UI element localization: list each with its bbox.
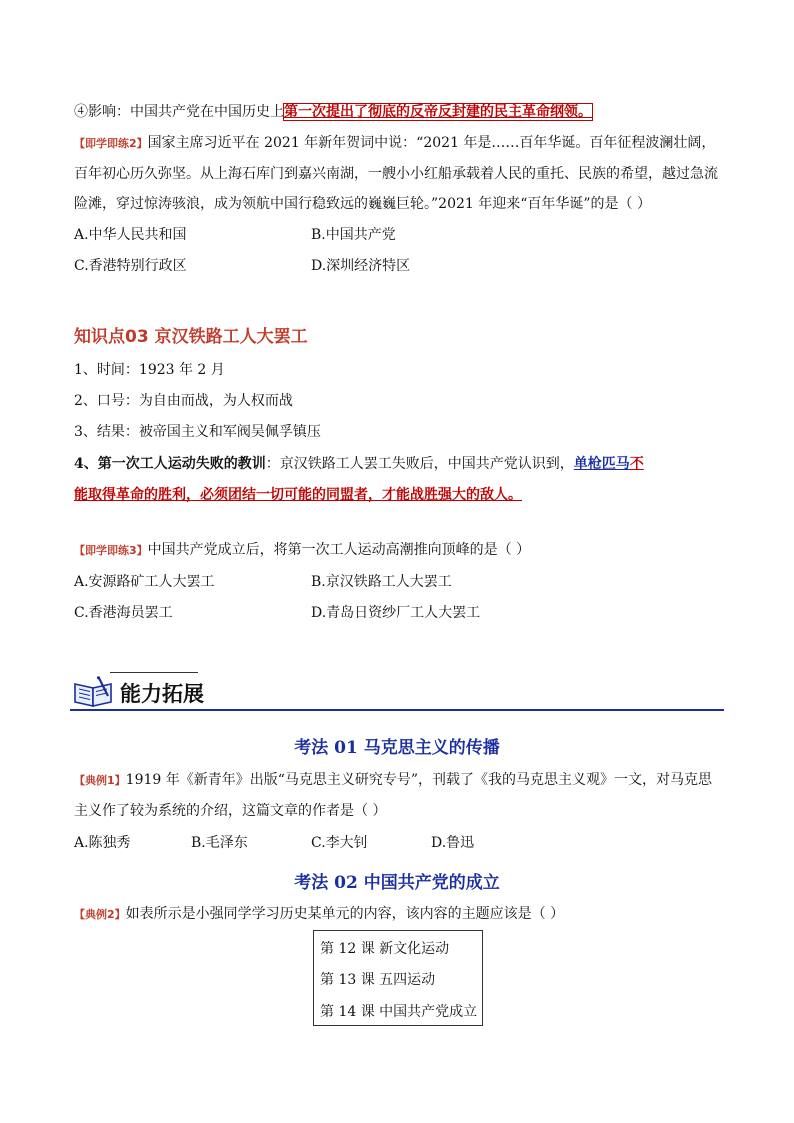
- exercise2-option-a[interactable]: A.中华人民共和国: [74, 227, 187, 243]
- exercise2-text1: 国家主席习近平在 2021 年新年贺词中说：“2021 年是……百年华诞。百年征程波澜壮阔，: [147, 135, 716, 151]
- kaofa02-text: 如表所示是小强同学学习历史某单元的内容，该内容的主题应该是（ ）: [125, 906, 565, 922]
- kaofa01-option-c[interactable]: C.李大钊: [311, 835, 368, 851]
- exercise3-option-a[interactable]: A.安源路矿工人大罢工: [74, 574, 215, 590]
- influence-line: [74, 102, 592, 122]
- exercise2-option-d[interactable]: D.深圳经济特区: [311, 258, 411, 274]
- knowledge03-item4-cont: [74, 485, 522, 505]
- kaofa01-question-line1: [74, 770, 712, 791]
- kaofa01-option-d[interactable]: D.鲁迅: [431, 835, 475, 851]
- section-title: 能力拓展: [120, 682, 204, 706]
- kaofa02-title: 考法 02 中国共产党的成立: [294, 873, 500, 893]
- knowledge03-item4-red2: 能取得革命的胜利，必须团结一切可能的同盟者，才能战胜强大的敌人。: [74, 487, 522, 503]
- exercise3-label: 【即学即练3】: [74, 544, 148, 557]
- exercise3-option-b[interactable]: B.京汉铁路工人大罢工: [311, 574, 452, 590]
- section-top-rule: [110, 672, 198, 673]
- influence-highlight: 第一次提出了彻底的反帝反封建的民主革命纲领。: [284, 104, 592, 120]
- kaofa01-text1: 1919 年《新青年》出版“马克思主义研究专号”，刊载了《我的马克思主义观》一文，对马克思: [125, 772, 713, 788]
- exercise3-option-d[interactable]: D.青岛日资纱厂工人大罢工: [311, 605, 481, 621]
- kaofa01-option-a[interactable]: A.陈独秀: [74, 835, 131, 851]
- kaofa01-label: 【典例1】: [74, 774, 126, 787]
- exercise2-label: 【即学即练2】: [74, 137, 148, 150]
- knowledge03-item4-blue: 单枪匹马: [573, 456, 630, 472]
- knowledge03-item2: 2、口号：为自由而战，为人权而战: [74, 393, 293, 409]
- influence-prefix: ④影响：中国共产党在中国历史上: [74, 104, 284, 120]
- exercise3-text: 中国共产党成立后，将第一次工人运动高潮推向顶峰的是（ ）: [147, 542, 531, 558]
- lesson-table: [313, 930, 483, 1026]
- book-icon: [72, 676, 114, 708]
- knowledge03-item4-red1: 不: [629, 456, 644, 472]
- kaofa01-question-line2: 主义作了较为系统的介绍，这篇文章的作者是（ ）: [74, 803, 387, 819]
- exercise3-question: [74, 540, 530, 561]
- lesson-row: 第 12 课 新文化运动: [320, 941, 450, 957]
- kaofa01-title: 考法 01 马克思主义的传播: [294, 738, 500, 758]
- exercise2-question-line3: 险滩，穿过惊涛骇浪，成为领航中国行稳致远的巍巍巨轮。”2021 年迎来“百年华诞”的是（ ）: [74, 196, 651, 212]
- kaofa02-question: [74, 904, 564, 925]
- knowledge03-item4-text: ：京汉铁路工人罢工失败后，中国共产党认识到，: [265, 456, 574, 472]
- section-underline: [70, 709, 724, 711]
- knowledge03-item1: 1、时间：1923 年 2 月: [74, 362, 225, 378]
- knowledge03-item4-label: 4、第一次工人运动失败的教训: [74, 456, 266, 472]
- lesson-row: 第 13 课 五四运动: [320, 972, 436, 988]
- lesson-row: 第 14 课 中国共产党成立: [320, 1004, 478, 1020]
- knowledge03-title: 知识点03 京汉铁路工人大罢工: [74, 327, 308, 347]
- exercise2-option-b[interactable]: B.中国共产党: [311, 227, 396, 243]
- exercise2-question-line2: 百年初心历久弥坚。从上海石库门到嘉兴南湖，一艘小小红船承载着人民的重托、民族的希望，越过急流: [74, 166, 718, 182]
- knowledge03-item3: 3、结果：被帝国主义和军阀吴佩孚镇压: [74, 424, 321, 440]
- kaofa01-option-b[interactable]: B.毛泽东: [191, 835, 248, 851]
- exercise3-option-c[interactable]: C.香港海员罢工: [74, 605, 173, 621]
- exercise2-question-line1: [74, 133, 715, 154]
- exercise2-option-c[interactable]: C.香港特别行政区: [74, 258, 187, 274]
- section-header: [70, 668, 724, 712]
- knowledge03-item4: [74, 454, 644, 474]
- kaofa02-label: 【典例2】: [74, 908, 126, 921]
